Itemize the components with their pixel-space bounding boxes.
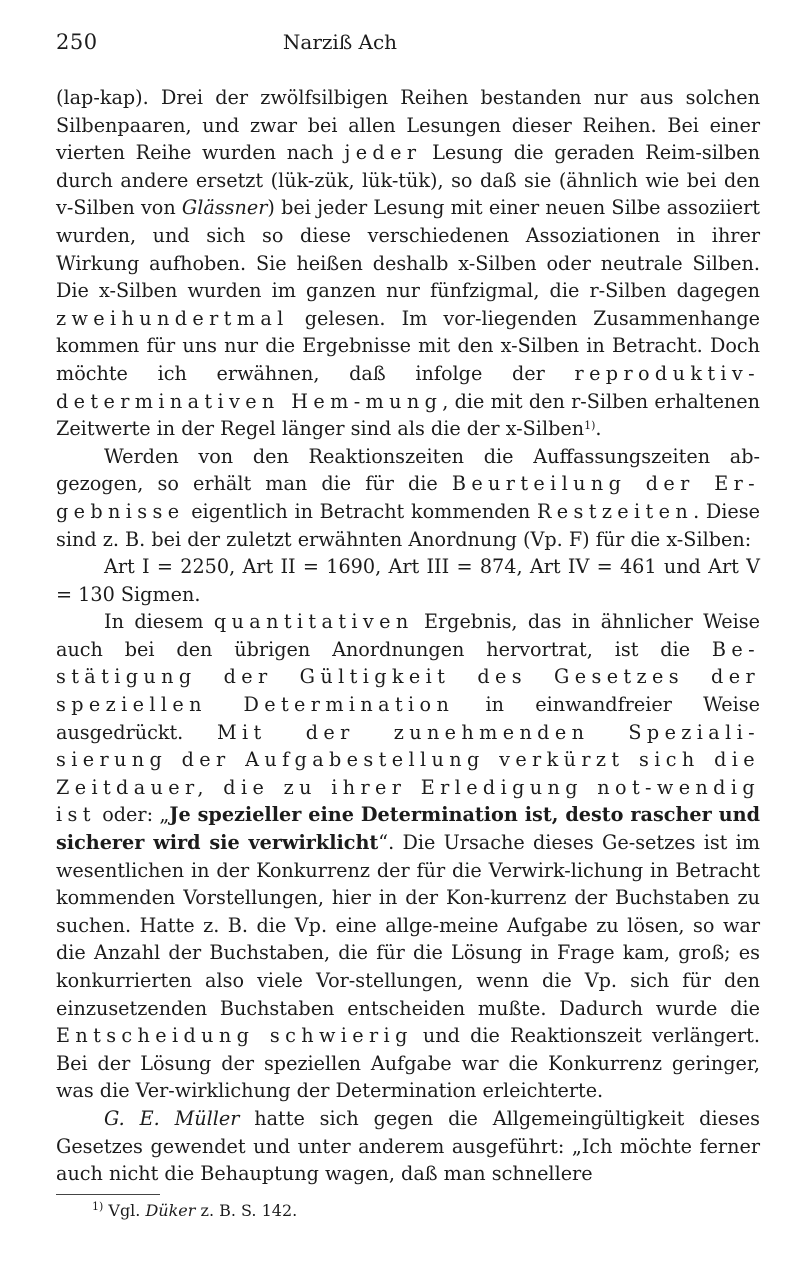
spaced-emphasis: Mit der zunehmenden Speziali-sierung der Aufgabestellung verkürzt sich die Zeitdauer, die zu ihrer Erledigung not-wendig ist xyxy=(56,720,760,827)
paragraph xyxy=(56,1105,760,1188)
spaced-emphasis: zweihundertmal xyxy=(56,306,289,330)
body-text xyxy=(56,84,760,1221)
footnote-marker: 1) xyxy=(92,1199,104,1213)
footnote-text: z. B. S. 142. xyxy=(195,1200,298,1220)
text-run: Art I = 2250, Art II = 1690, Art III = 874, Art IV = 461 und Art V = 130 Sigmen. xyxy=(56,555,760,606)
paragraph xyxy=(56,608,760,1105)
spaced-emphasis: jeder xyxy=(344,141,422,165)
text-run: (lap-kap). Drei der zwölfsilbigen Reihen bestanden nur aus solchen Silbenpaaren, und zwar bei allen Lesungen dieser Reihen. Bei einer vierten Reihe wurden nach xyxy=(56,86,760,165)
spaced-emphasis: Restzeiten xyxy=(536,499,694,523)
text-run: oder: „ xyxy=(95,803,170,827)
paragraph xyxy=(56,443,760,553)
text-run: gelesen. Im vor-liegenden Zusammenhange kommen für uns nur die Ergebnisse mit den x-Silben in Betracht. Doch möchte ich erwähnen, daß infolge der xyxy=(56,306,760,385)
spaced-emphasis: Be-stätigung der Gültigkeit des Gesetzes der speziellen Determination xyxy=(56,637,760,717)
paragraph xyxy=(56,84,760,443)
spaced-emphasis: reproduktiv-determinativen Hem-mung xyxy=(56,361,760,413)
paragraph xyxy=(56,553,760,608)
footnote-reference: 1) xyxy=(584,419,596,433)
footnote-text: Vgl. xyxy=(103,1200,146,1220)
footnote-rule xyxy=(56,1194,160,1195)
footnote-author: Düker xyxy=(145,1200,196,1220)
spaced-emphasis: Entscheidung schwierig xyxy=(56,1024,413,1048)
footnote xyxy=(92,1201,760,1221)
text-run: Ergebnis, das in ähnlicher Weise auch bei den übrigen Anordnungen hervortrat, ist die xyxy=(56,610,760,661)
text-run: , die mit den r-Silben erhaltenen Zeitwerte in der Regel länger sind als die der x-Silben xyxy=(56,389,760,441)
text-run: ) bei jeder Lesung mit einer neuen Silbe assoziiert wurden, und sich so diese verschiedenen Assoziationen in ihrer Wirkung aufhoben. Sie heißen deshalb x-Silben oder neutrale Silben. Die x-Silben wurden im ganzen nur fünfzigmal, die r-Silben dagegen xyxy=(56,196,761,303)
page-header xyxy=(56,30,744,60)
text-run: in einwandfreier Weise ausgedrückt. xyxy=(56,693,760,744)
page-number: 250 xyxy=(56,30,98,54)
text-run: In diesem xyxy=(104,610,214,634)
text-run: Lesung die geraden Reim-silben durch andere ersetzt (lük-zük, lük-tük), so daß sie (ähnlich wie bei den v-Silben von xyxy=(56,141,761,220)
spaced-emphasis: Beurteilung der Er-gebnisse xyxy=(56,472,760,523)
text-run: Werden von den Reaktionszeiten die Auffassungszeiten ab-gezogen, so erhält man die für die xyxy=(56,444,760,496)
text-run: hatte sich gegen die Allgemeingültigkeit dieses Gesetzes gewendet und unter anderem ausgeführt: „Ich möchte ferner auch nicht die Behauptung wagen, daß man schnellere xyxy=(56,1106,760,1186)
italic-name: Glässner xyxy=(181,196,268,220)
running-head: Narziß Ach xyxy=(282,30,398,54)
italic-name: G. E. Müller xyxy=(104,1106,240,1130)
text-run: eigentlich in Betracht kommenden xyxy=(184,499,537,523)
text-run: . xyxy=(595,417,602,441)
text-run: “. Die Ursache dieses Ge-setzes ist im wesentlichen in der Konkurrenz der für die Verwirk-lichung in Betracht kommenden Vorstellungen, hier in der Kon-kurrenz der Buchstaben zu suchen. Hatte z. B. die Vp. eine allge-meine Aufgabe zu lösen, so war die Anzahl der Buchstaben, die für die Lösung in Frage kam, groß; es konkurrierten also viele Vor-stellungen, wenn die Vp. sich für den einzusetzenden Buchstaben entscheiden mußte. Dadurch wurde die xyxy=(56,831,760,1020)
text-run: . Diese sind z. B. bei der zuletzt erwähnten Anordnung (Vp. F) für die x-Silben: xyxy=(56,499,760,551)
spaced-emphasis: quantitativen xyxy=(213,610,414,634)
text-run: und die Reaktionszeit verlängert. Bei der Lösung der speziellen Aufgabe war die Konkurrenz geringer, was die Ver-wirklichung der Determination erleichterte. xyxy=(56,1024,760,1103)
bold-quote: Je spezieller eine Determination ist, desto rascher und sicherer wird sie verwirklicht xyxy=(56,803,760,855)
